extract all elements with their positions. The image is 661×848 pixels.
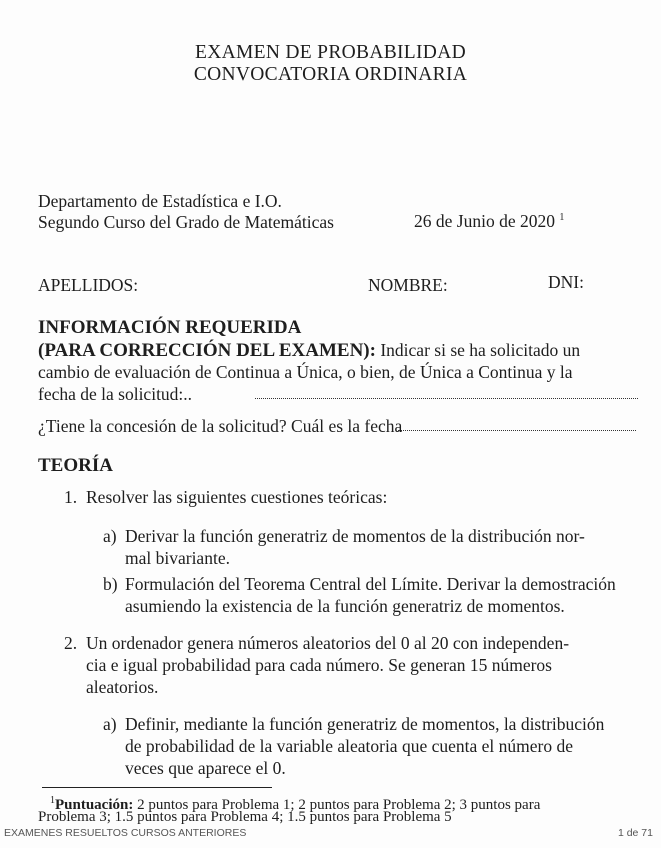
- exam-title: EXAMEN DE PROBABILIDAD: [195, 42, 466, 63]
- department: Departamento de Estadística e I.O.: [38, 191, 282, 211]
- problem-2-text: cia e igual probabilidad para cada número. Se generan 15 números: [86, 655, 552, 675]
- item-text: Derivar la función generatriz de momentos de la distribución nor-: [125, 526, 585, 546]
- item-text: de probabilidad de la variable aleatoria que cuenta el número de: [125, 736, 573, 756]
- item-label: a): [103, 526, 117, 546]
- info-text-3: fecha de la solicitud:..: [38, 384, 193, 404]
- surname-field: APELLIDOS:: [38, 275, 139, 295]
- date-blank-line: [255, 398, 638, 399]
- problem-1-number: 1.: [64, 487, 78, 507]
- exam-subtitle: CONVOCATORIA ORDINARIA: [193, 64, 468, 85]
- course: Segundo Curso del Grado de Matemáticas: [38, 212, 334, 232]
- name-field: NOMBRE:: [368, 275, 448, 295]
- exam-date: 26 de Junio de 2020 $^1$: [414, 210, 565, 231]
- item-text: asumiendo la existencia de la función generatriz de momentos.: [125, 596, 565, 616]
- problem-2-text: Un ordenador genera números aleatorios del 0 al 20 con independen-: [86, 633, 570, 653]
- dni-field: DNI:: [548, 272, 584, 292]
- item-label: a): [103, 714, 117, 734]
- page-indicator: 1 de 71: [617, 827, 653, 839]
- problem-2-number: 2.: [64, 633, 78, 653]
- footer-collection-title: EXAMENES RESUELTOS CURSOS ANTERIORES: [4, 827, 247, 839]
- problem-1-text: Resolver las siguientes cuestiones teóricas:: [86, 487, 388, 507]
- section-heading: TEORÍA: [38, 455, 113, 476]
- footnote-line-1: $^1$Puntuación: 2 puntos para Problema 1; 2 puntos para Problema 2; 3 puntos para: [50, 795, 541, 813]
- item-text: veces que aparece el 0.: [125, 758, 286, 778]
- item-text: Definir, mediante la función generatriz de momentos, la distribución: [125, 714, 605, 734]
- concession-blank-line: [398, 430, 636, 431]
- info-text-2: cambio de evaluación de Continua a Única, o bien, de Única a Continua y la: [38, 362, 573, 382]
- footnote-divider: [42, 787, 272, 788]
- footnote-line-2: Problema 3; 1.5 puntos para Problema 4; 1.5 puntos para Problema 5: [38, 809, 452, 825]
- info-text-1: (PARA CORRECCIÓN DEL EXAMEN): Indicar si se ha solicitado un: [38, 340, 581, 361]
- problem-2-text: aleatorios.: [86, 677, 159, 697]
- item-text: Formulación del Teorema Central del Límite. Derivar la demostración: [125, 574, 616, 594]
- item-label: b): [103, 574, 118, 594]
- concession-question: ¿Tiene la concesión de la solicitud? Cuál es la fecha: [38, 416, 403, 436]
- item-text: mal bivariante.: [125, 548, 230, 568]
- info-heading: INFORMACIÓN REQUERIDA: [38, 317, 302, 338]
